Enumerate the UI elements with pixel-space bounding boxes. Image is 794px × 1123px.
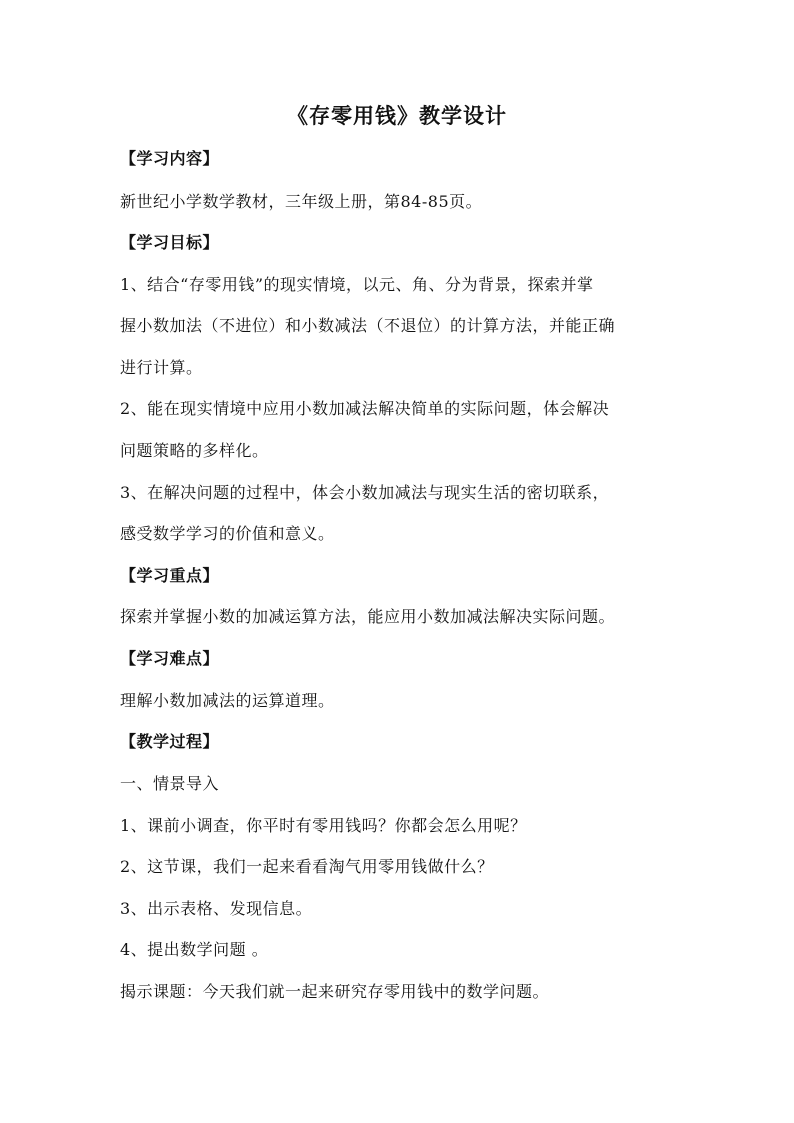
goal-1-line-1: 1、结合“存零用钱”的现实情境，以元、角、分为背景，探索并掌 bbox=[120, 275, 594, 294]
heading-process: 【教学过程】 bbox=[120, 732, 220, 751]
process-step-4: 4、提出数学问题 。 bbox=[120, 940, 269, 959]
process-step-2: 2、这节课，我们一起来看看淘气用零用钱做什么？ bbox=[120, 857, 494, 876]
process-reveal: 揭示课题：今天我们就一起来研究存零用钱中的数学问题。 bbox=[120, 982, 550, 1001]
process-step-1: 1、课前小调查，你平时有零用钱吗？你都会怎么用呢？ bbox=[120, 816, 527, 835]
goal-2-line-2: 问题策略的多样化。 bbox=[120, 441, 269, 460]
difficulty-text: 理解小数加减法的运算道理。 bbox=[120, 691, 335, 710]
heading-goals: 【学习目标】 bbox=[120, 233, 220, 252]
process-step-3: 3、出示表格、发现信息。 bbox=[120, 899, 313, 918]
goal-2-line-1: 2、能在现实情境中应用小数加减法解决简单的实际问题，体会解决 bbox=[120, 399, 610, 418]
goal-1-line-2: 握小数加法（不进位）和小数减法（不退位）的计算方法，并能正确 bbox=[120, 316, 616, 335]
heading-content: 【学习内容】 bbox=[120, 149, 220, 168]
heading-focus: 【学习重点】 bbox=[120, 566, 220, 585]
document-title: 《存零用钱》教学设计 bbox=[287, 103, 507, 128]
goal-1-line-3: 进行计算。 bbox=[120, 358, 203, 377]
goal-3-line-2: 感受数学学习的价值和意义。 bbox=[120, 524, 335, 543]
focus-text: 探索并掌握小数的加减运算方法，能应用小数加减法解决实际问题。 bbox=[120, 607, 616, 626]
heading-difficulty: 【学习难点】 bbox=[120, 649, 220, 668]
content-text: 新世纪小学数学教材，三年级上册，第84-85页。 bbox=[120, 192, 483, 211]
goal-3-line-1: 3、在解决问题的过程中，体会小数加减法与现实生活的密切联系， bbox=[120, 483, 610, 502]
process-part-1: 一、情景导入 bbox=[120, 774, 220, 793]
